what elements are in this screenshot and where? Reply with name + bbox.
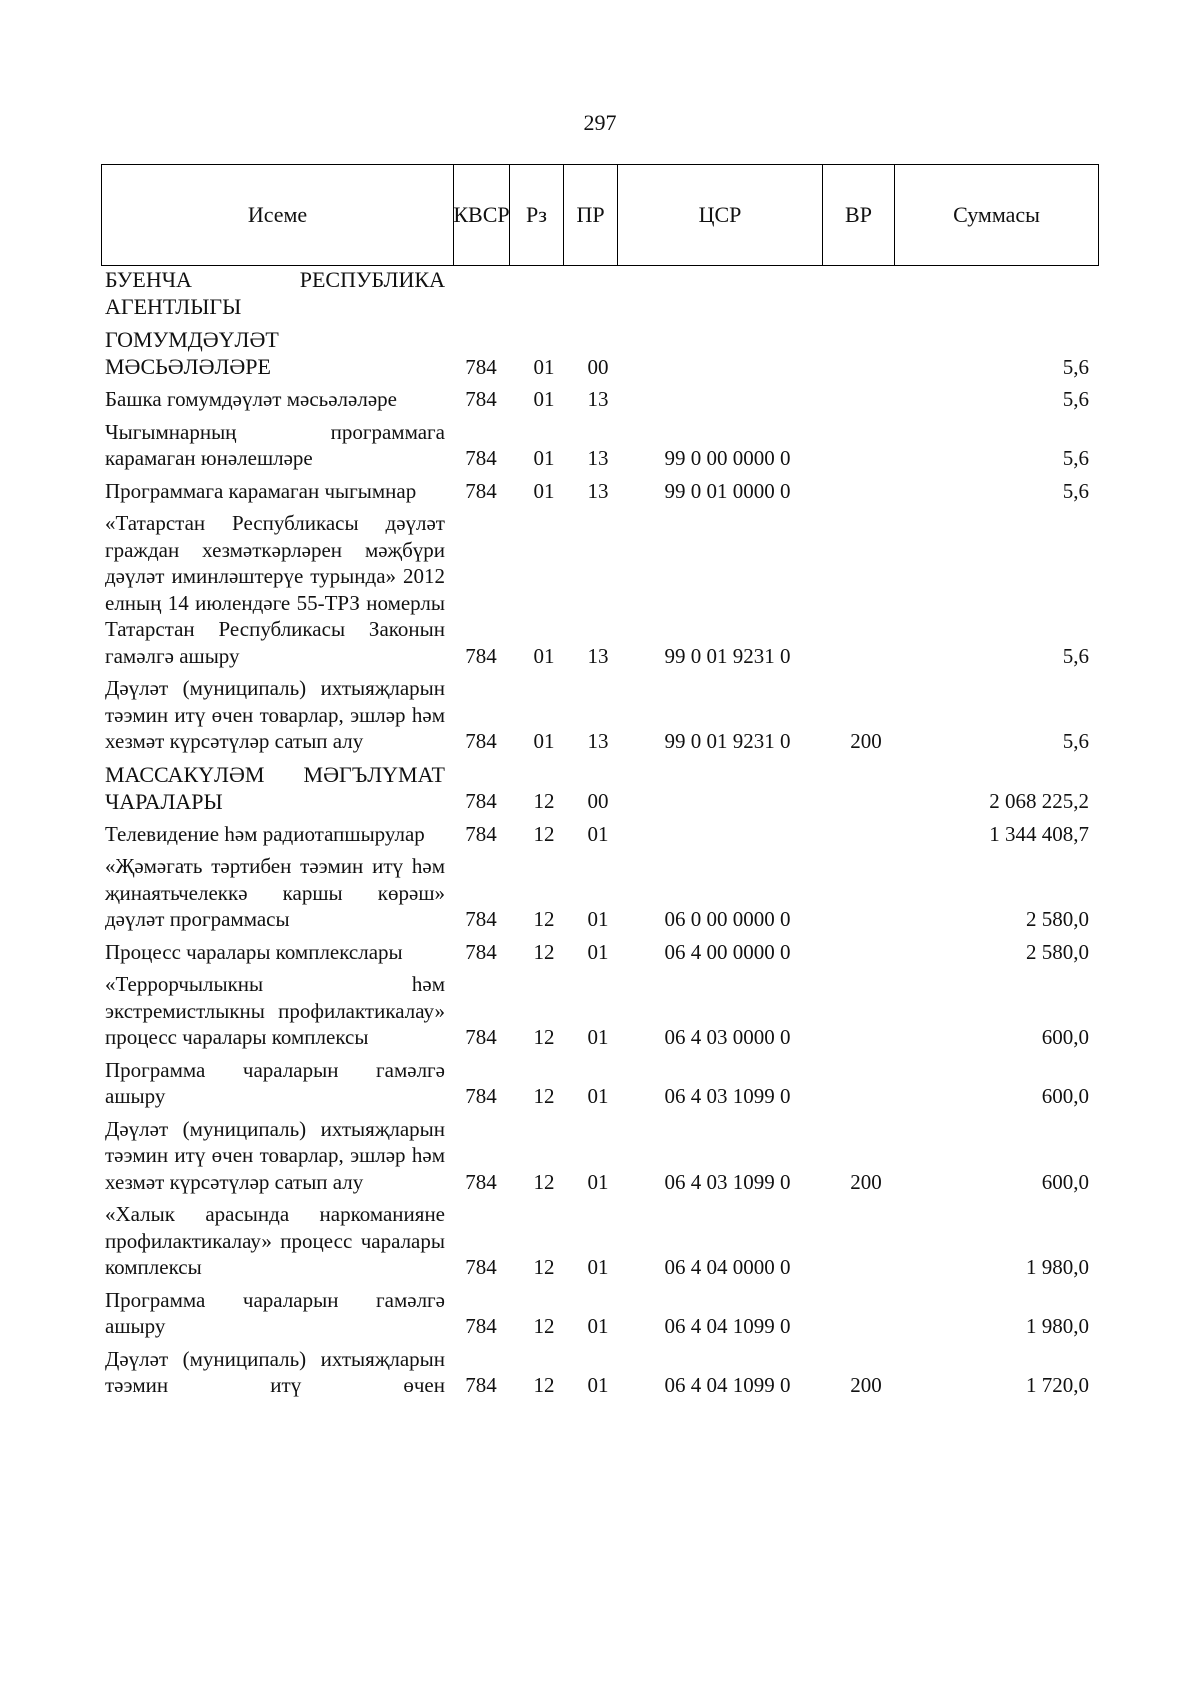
row-csr: 99 0 00 0000 0 [664,446,791,470]
table-row [101,1287,1099,1340]
header-sum: Суммасы [953,202,1040,227]
table-row [101,419,1099,472]
row-csr: 06 4 03 1099 0 [664,1169,791,1194]
table-row [101,326,1099,380]
row-rz: 01 [533,446,555,470]
header-vr: ВР [823,165,895,265]
header-pr: ПР [564,165,618,265]
row-sum: 5,6 [1062,478,1089,503]
row-name: «Җәмәгать тәртибен тәэмин итү һәм җинаятьчелеккә каршы көрәш» дәүләт программасы [105,854,445,931]
row-kvsr: 784 [465,478,497,503]
row-pr: 13 [587,729,609,753]
row-csr: 99 0 01 9231 0 [664,729,791,753]
row-sum: 2 580,0 [1026,939,1089,964]
row-pr: 01 [587,1255,609,1279]
row-sum: 2 068 225,2 [989,789,1089,813]
row-name: ГОМУМДӘҮЛӘТ МӘСЬӘЛӘЛӘРЕ [105,327,279,379]
row-pr: 01 [587,1314,609,1338]
table-row [101,266,1099,320]
row-csr: 99 0 01 0000 0 [664,478,791,503]
table-row [101,821,1099,848]
row-rz: 12 [533,1169,555,1194]
row-rz: 12 [533,1373,555,1397]
row-name: БУЕНЧА РЕСПУБЛИКА АГЕНТЛЫГЫ [105,267,445,319]
row-name: МАССАКҮЛӘМ МӘГЪЛҮМАТ ЧАРАЛАРЫ [105,761,445,814]
header-rz: Рз [510,165,564,265]
table-row [101,675,1099,755]
row-name: «Халык арасында наркоманияне профилактикалау» процесс чаралары комплексы [105,1202,445,1279]
row-sum: 600,0 [1041,1169,1089,1194]
row-rz: 12 [533,1314,555,1338]
row-pr: 00 [587,789,609,813]
row-sum: 2 580,0 [1026,907,1089,931]
row-kvsr: 784 [465,643,497,668]
row-csr: 06 0 00 0000 0 [664,907,791,931]
row-pr: 01 [587,1169,609,1194]
row-vr: 200 [850,1169,882,1194]
table-row [101,510,1099,669]
row-sum: 1 344 408,7 [989,821,1089,846]
table-row [101,478,1099,505]
row-sum: 5,6 [1062,387,1089,411]
row-kvsr: 784 [465,1025,497,1049]
row-kvsr: 784 [465,446,497,470]
row-rz: 12 [533,1084,555,1108]
row-vr: 200 [850,1373,882,1397]
row-csr: 99 0 01 9231 0 [664,643,791,668]
page-number: 297 [583,110,617,135]
table-row [101,1201,1099,1281]
row-name: Программага карамаган чыгымнар [105,478,417,503]
row-rz: 01 [533,354,555,379]
table-row [101,1057,1099,1110]
header-kvsr: КВСР [454,165,510,265]
row-kvsr: 784 [465,729,497,753]
row-sum: 5,6 [1062,729,1089,753]
table-row [101,853,1099,933]
row-kvsr: 784 [465,907,497,931]
row-vr: 200 [850,729,882,753]
row-name: Чыгымнарның программага карамаган юнәлешләре [105,419,445,470]
table-header [101,164,1099,266]
row-name: Программа чараларын гамәлгә ашыру [105,1287,445,1338]
row-pr: 01 [587,821,609,846]
row-kvsr: 784 [465,821,497,846]
row-rz: 12 [533,789,555,813]
row-kvsr: 784 [465,354,497,379]
header-csr: ЦСР [618,165,823,265]
row-rz: 12 [533,1025,555,1049]
row-rz: 01 [533,729,555,753]
row-name: Процесс чаралары комплекслары [105,939,403,964]
row-pr: 01 [587,1084,609,1108]
row-kvsr: 784 [465,1314,497,1338]
row-kvsr: 784 [465,387,497,411]
row-name: Башка гомумдәүләт мәсьәләләре [105,387,397,411]
row-kvsr: 784 [465,1255,497,1279]
row-sum: 5,6 [1062,354,1089,379]
row-csr: 06 4 04 0000 0 [664,1255,791,1279]
row-sum: 600,0 [1041,1025,1089,1049]
row-kvsr: 784 [465,789,497,813]
row-sum: 5,6 [1062,446,1089,470]
row-name: Дәүләт (муниципаль) ихтыяҗларын тәэмин итү өчен [105,1346,445,1397]
table-row [101,1346,1099,1399]
row-sum: 1 980,0 [1026,1255,1089,1279]
row-rz: 12 [533,907,555,931]
row-kvsr: 784 [465,1169,497,1194]
row-kvsr: 784 [465,1373,497,1397]
row-sum: 5,6 [1062,643,1089,668]
row-name: «Террорчылыкны һәм экстремистлыкны профилактикалау» процесс чаралары комплексы [105,972,445,1049]
table-row [101,939,1099,966]
table-row [101,761,1099,815]
row-sum: 600,0 [1041,1084,1089,1108]
row-csr: 06 4 00 0000 0 [664,939,791,964]
row-name: Дәүләт (муниципаль) ихтыяҗларын тәэмин итү өчен товарлар, эшләр һәм хезмәт күрсәтүләр сатып алу [105,1116,445,1194]
row-pr: 13 [587,446,609,470]
row-csr: 06 4 04 1099 0 [664,1314,791,1338]
row-rz: 12 [533,821,555,846]
table-row [101,386,1099,413]
row-csr: 06 4 03 0000 0 [664,1025,791,1049]
table-row [101,1116,1099,1196]
row-csr: 06 4 04 1099 0 [664,1373,791,1397]
table-row [101,971,1099,1051]
row-kvsr: 784 [465,1084,497,1108]
row-pr: 01 [587,939,609,964]
row-rz: 01 [533,478,555,503]
header-name: Исеме [102,165,454,265]
row-kvsr: 784 [465,939,497,964]
row-pr: 01 [587,907,609,931]
row-pr: 01 [587,1025,609,1049]
table-body [101,266,1099,1405]
row-pr: 13 [587,478,609,503]
row-rz: 01 [533,643,555,668]
row-name: «Татарстан Республикасы дәүләт граждан хезмәткәрләрен мәҗбүри дәүләт иминләштерүе турында» 2012 елның 14 июлендәге 55-ТРЗ номерлы Татарстан Республикасы Законын гамәлгә ашыру [105,511,445,668]
row-csr: 06 4 03 1099 0 [664,1084,791,1108]
row-name: Программа чараларын гамәлгә ашыру [105,1057,445,1108]
row-pr: 13 [587,387,609,411]
row-rz: 12 [533,939,555,964]
row-pr: 01 [587,1373,609,1397]
row-pr: 13 [587,643,609,668]
row-rz: 01 [533,387,555,411]
row-sum: 1 980,0 [1026,1314,1089,1338]
row-name: Дәүләт (муниципаль) ихтыяҗларын тәэмин итү өчен товарлар, эшләр һәм хезмәт күрсәтүләр сатып алу [105,676,445,753]
row-name: Телевидение һәм радиотапшырулар [105,821,425,846]
row-pr: 00 [587,354,609,379]
row-sum: 1 720,0 [1026,1373,1089,1397]
row-rz: 12 [533,1255,555,1279]
